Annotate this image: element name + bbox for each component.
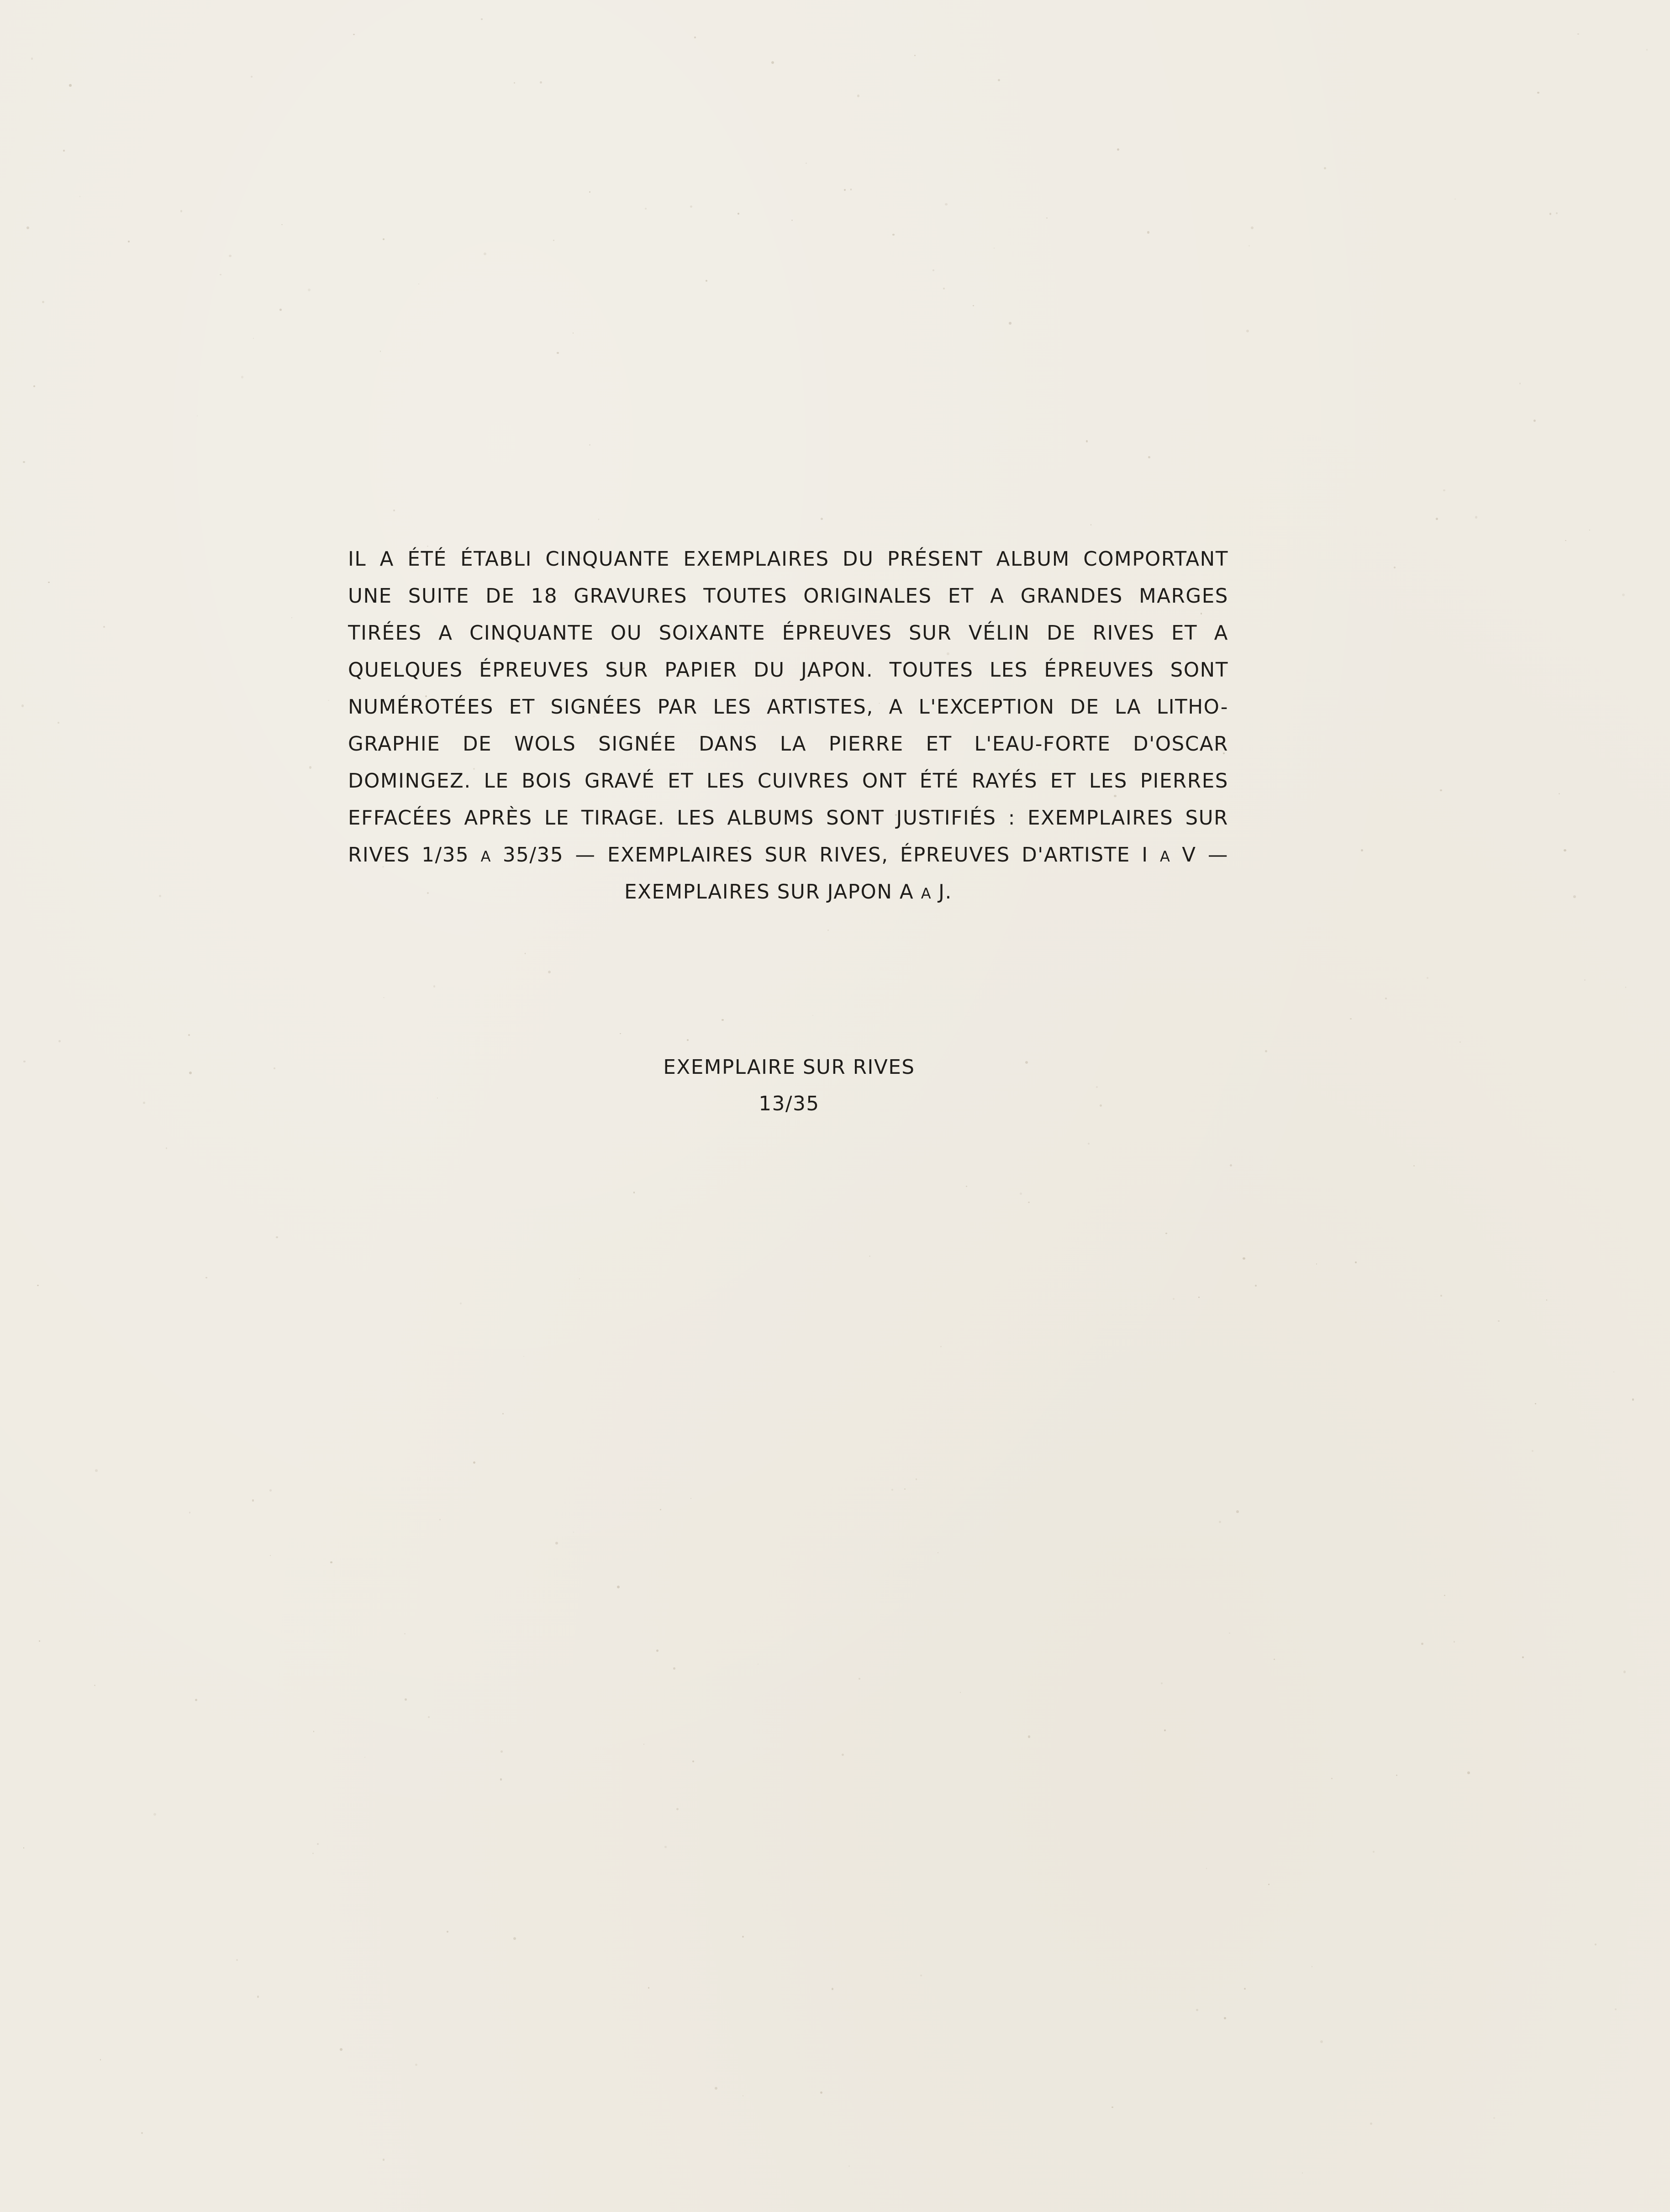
paper-speckle: [573, 332, 574, 333]
paper-speckle: [1249, 245, 1250, 247]
paper-speckle: [848, 2165, 850, 2167]
paper-speckle: [188, 1034, 190, 1036]
paper-speckle: [500, 1778, 502, 1780]
paper-speckle: [687, 1039, 689, 1041]
paper-speckle: [364, 1757, 365, 1758]
paper-speckle: [405, 1698, 407, 1701]
paper-speckle: [473, 1461, 475, 1464]
paper-speckle: [103, 626, 105, 628]
paper-speckle: [1246, 330, 1249, 332]
justification-line: UNE SUITE DE 18 GRAVURES TOUTES ORIGINALES ET A GRANDES MARGES: [348, 585, 1228, 608]
paper-speckle: [891, 1489, 893, 1491]
paper-speckle: [715, 2087, 717, 2090]
paper-speckle: [58, 1040, 61, 1042]
paper-speckle: [1613, 1371, 1614, 1372]
line-fragment: 35/35 — EXEMPLAIRES SUR RIVES, ÉPREUVES D'ARTISTE I: [502, 844, 1148, 867]
paper-speckle: [525, 953, 526, 954]
paper-speckle: [540, 81, 542, 84]
paper-speckle: [1475, 516, 1478, 519]
paper-speckle: [1331, 1778, 1333, 1779]
paper-speckle: [415, 2064, 417, 2066]
paper-speckle: [1320, 2040, 1323, 2043]
paper-speckle: [821, 518, 823, 520]
paper-speckle: [439, 1519, 441, 1520]
paper-speckle: [1573, 895, 1575, 898]
paper-speckle: [1646, 49, 1648, 50]
paper-speckle: [742, 1936, 744, 1938]
paper-speckle: [1632, 1398, 1634, 1400]
paper-speckle: [1091, 524, 1092, 525]
paper-speckle: [33, 385, 35, 387]
small-cap-a: A: [1160, 848, 1170, 865]
paper-speckle: [664, 1846, 667, 1848]
paper-speckle: [1625, 987, 1627, 988]
paper-speckle: [1467, 1771, 1470, 1774]
paper-speckle: [589, 191, 590, 193]
paper-speckle: [281, 224, 282, 225]
paper-speckle: [1454, 1641, 1455, 1642]
paper-speckle: [1565, 540, 1566, 541]
paper-speckle: [279, 309, 282, 311]
paper-speckle: [23, 461, 25, 463]
paper-speckle: [1584, 979, 1586, 981]
paper-speckle: [1164, 1729, 1166, 1731]
line-fragment: EXEMPLAIRES SUR JAPON A: [624, 881, 914, 904]
paper-speckle: [633, 1192, 635, 1193]
justification-text: [348, 541, 1228, 911]
paper-speckle: [1255, 1285, 1257, 1287]
paper-speckle: [143, 1102, 145, 1104]
paper-speckle: [166, 1147, 168, 1149]
paper-speckle: [1413, 1165, 1415, 1166]
paper-speckle: [643, 1744, 645, 1745]
paper-speckle: [1589, 530, 1591, 531]
paper-speckle: [1355, 1261, 1357, 1263]
paper-speckle: [274, 1067, 275, 1069]
paper-speckle: [857, 95, 860, 97]
paper-speckle: [1324, 167, 1327, 170]
paper-speckle: [502, 1413, 504, 1414]
paper-speckle: [95, 1469, 98, 1472]
paper-speckle: [1251, 226, 1254, 229]
paper-speckle: [589, 444, 590, 446]
paper-speckle: [1394, 567, 1396, 568]
paper-speckle: [141, 2132, 143, 2134]
paper-speckle: [1046, 217, 1048, 219]
paper-speckle: [656, 1650, 659, 1652]
paper-speckle: [1224, 2017, 1226, 2019]
paper-speckle: [1396, 1775, 1397, 1776]
paper-speckle: [869, 1256, 870, 1257]
paper-speckle: [383, 238, 385, 240]
paper-speckle: [23, 1847, 25, 1849]
paper-speckle: [1370, 2123, 1372, 2125]
small-cap-a: A: [480, 848, 491, 865]
paper-speckle: [1519, 383, 1521, 384]
paper-speckle: [220, 274, 221, 275]
paper-speckle: [1454, 199, 1455, 200]
paper-speckle: [676, 1808, 679, 1811]
paper-speckle: [914, 55, 916, 57]
paper-speckle: [966, 1186, 967, 1187]
paper-speckle: [1198, 1297, 1200, 1298]
paper-speckle: [1243, 1257, 1245, 1260]
paper-speckle: [328, 700, 329, 701]
paper-speckle: [673, 1667, 675, 1669]
paper-speckle: [690, 1498, 691, 1499]
paper-speckle: [945, 203, 948, 206]
paper-speckle: [189, 1072, 192, 1074]
paper-speckle: [1100, 1104, 1102, 1107]
paper-speckle: [460, 1303, 462, 1304]
paper-speckle: [309, 766, 311, 768]
paper-speckle: [1025, 1061, 1028, 1064]
justification-line: NUMÉROTÉES ET SIGNÉES PAR LES ARTISTES, A L'EXCEPTION DE LA LITHO-: [348, 696, 1228, 719]
paper-speckle: [523, 1356, 524, 1357]
paper-speckle: [1316, 1263, 1317, 1265]
paper-speckle: [94, 1685, 95, 1686]
paper-speckle: [791, 220, 793, 221]
paper-speckle: [620, 1033, 621, 1034]
paper-speckle: [1577, 33, 1579, 35]
paper-speckle: [1302, 2172, 1303, 2173]
paper-speckle: [37, 1285, 39, 1287]
line-fragment: RIVES 1/35: [348, 844, 469, 867]
paper-speckle: [236, 1959, 238, 1961]
paper-speckle: [1088, 1143, 1090, 1145]
paper-speckle: [484, 252, 486, 255]
line-fragment: V —: [1182, 844, 1228, 867]
paper-speckle: [648, 1987, 649, 1988]
paper-speckle: [850, 189, 852, 190]
paper-speckle: [1436, 518, 1438, 520]
paper-speckle: [832, 1988, 834, 1990]
paper-speckle: [340, 2048, 342, 2051]
paper-speckle: [694, 37, 696, 38]
paper-speckle: [153, 1813, 156, 1816]
paper-speckle: [1086, 440, 1088, 442]
paper-speckle: [555, 1542, 558, 1545]
paper-speckle: [859, 1678, 860, 1680]
paper-speckle: [1265, 1050, 1267, 1052]
paper-speckle: [308, 289, 311, 291]
paper-speckle: [39, 1640, 40, 1642]
paper-speckle: [1148, 456, 1150, 458]
paper-speckle: [500, 1750, 503, 1753]
paper-speckle: [1440, 789, 1442, 792]
paper-speckle: [481, 18, 483, 20]
paper-speckle: [1229, 1633, 1230, 1634]
paper-speckle: [205, 1277, 207, 1279]
copy-number: 13/35: [759, 1093, 820, 1115]
paper-speckle: [330, 1561, 332, 1563]
paper-speckle: [1009, 322, 1011, 325]
paper-speckle: [23, 1061, 26, 1063]
paper-speckle: [447, 1931, 448, 1933]
paper-speckle: [21, 704, 24, 707]
paper-speckle: [433, 985, 435, 987]
paper-speckle: [548, 971, 551, 973]
paper-speckle: [1373, 1851, 1375, 1853]
justification-line: QUELQUES ÉPREUVES SUR PAPIER DU JAPON. TOUTES LES ÉPREUVES SONT: [348, 659, 1228, 682]
paper-speckle: [1361, 849, 1363, 851]
paper-speckle: [998, 79, 1000, 81]
paper-speckle: [943, 288, 945, 289]
paper-speckle: [514, 82, 515, 84]
paper-speckle: [1532, 1450, 1533, 1452]
paper-speckle: [973, 305, 974, 306]
paper-speckle: [557, 352, 558, 354]
paper-speckle: [904, 1488, 906, 1490]
paper-speckle: [758, 1664, 759, 1665]
paper-speckle: [1493, 2117, 1495, 2119]
paper-speckle: [252, 1499, 254, 1501]
justification-line: DOMINGEZ. LE BOIS GRAVÉ ET LES CUIVRES ONT ÉTÉ RAYÉS ET LES PIERRES: [348, 770, 1228, 793]
paper-speckle: [79, 196, 81, 197]
paper-speckle: [69, 84, 71, 86]
paper-speckle: [404, 1633, 406, 1634]
paper-speckle: [1427, 977, 1428, 979]
paper-speckle: [916, 1478, 917, 1480]
copy-number-block: [561, 1049, 1017, 1122]
paper-speckle: [1020, 1193, 1022, 1195]
paper-speckle: [253, 338, 254, 339]
paper-speckle: [940, 1346, 942, 1347]
paper-speckle: [100, 2059, 101, 2060]
paper-speckle: [312, 1853, 314, 1854]
paper-speckle: [579, 1278, 580, 1279]
paper-speckle: [1440, 1295, 1442, 1297]
paper-speckle: [842, 1754, 844, 1756]
justification-line: TIRÉES A CINQUANTE OU SOIXANTE ÉPREUVES SUR VÉLIN DE RIVES ET A: [348, 622, 1228, 645]
paper-speckle: [428, 1716, 430, 1718]
paper-speckle: [1230, 1164, 1232, 1166]
paper-speckle: [241, 376, 243, 378]
paper-speckle: [553, 240, 554, 241]
paper-speckle: [276, 1236, 278, 1239]
paper-speckle: [1165, 1233, 1167, 1234]
paper-speckle: [1206, 1868, 1207, 1869]
paper-speckle: [706, 280, 707, 282]
paper-speckle: [1236, 1510, 1238, 1513]
paper-speckle: [738, 213, 739, 215]
paper-speckle: [383, 997, 385, 998]
paper-speckle: [722, 1019, 723, 1021]
paper-speckle: [645, 208, 647, 210]
paper-speckle: [1117, 148, 1119, 151]
paper-speckle: [1549, 213, 1552, 215]
paper-speckle: [1274, 1659, 1275, 1660]
paper-speckle: [26, 226, 29, 229]
paper-speckle: [1533, 420, 1536, 422]
paper-speckle: [1196, 2009, 1198, 2011]
paper-speckle: [1219, 1521, 1221, 1523]
paper-speckle: [353, 34, 354, 35]
paper-speckle: [1385, 998, 1387, 999]
paper-speckle: [1546, 1299, 1548, 1301]
paper-speckle: [159, 895, 161, 897]
paper-speckle: [692, 1760, 694, 1762]
paper-speckle: [1595, 1944, 1596, 1945]
paper-speckle: [617, 1586, 620, 1588]
paper-speckle: [812, 1015, 813, 1016]
paper-speckle: [1312, 1966, 1313, 1967]
paper-speckle: [1623, 1671, 1626, 1673]
paper-speckle: [690, 205, 692, 208]
paper-speckle: [1498, 1320, 1499, 1322]
justification-line: GRAPHIE DE WOLS SIGNÉE DANS LA PIERRE ET L'EAU-FORTE D'OSCAR: [348, 733, 1228, 756]
paper-speckle: [63, 150, 64, 151]
paper-speckle: [383, 2159, 385, 2161]
paper-speckle: [598, 519, 599, 520]
paper-speckle: [1537, 92, 1539, 94]
paper-speckle: [1112, 2107, 1113, 2108]
paper-speckle: [573, 1532, 574, 1533]
paper-speckle: [1443, 489, 1445, 492]
paper-speckle: [1161, 1682, 1163, 1684]
paper-speckle: [660, 1509, 661, 1510]
paper-speckle: [1444, 1595, 1446, 1597]
paper-speckle: [1459, 1041, 1461, 1043]
paper-speckle: [1615, 2008, 1617, 2010]
justification-line: [348, 837, 1228, 874]
justification-line: EFFACÉES APRÈS LE TIRAGE. LES ALBUMS SONT JUSTIFIÉS : EXEMPLAIRES SUR: [348, 807, 1228, 830]
paper-speckle: [180, 210, 182, 212]
paper-speckle: [1556, 212, 1558, 214]
paper-speckle: [771, 61, 774, 64]
paper-speckle: [189, 1512, 190, 1513]
justification-line: [348, 874, 1228, 911]
edition-label: EXEMPLAIRE SUR RIVES: [663, 1056, 915, 1079]
paper-speckle: [1028, 1735, 1031, 1738]
paper-speckle: [251, 76, 253, 78]
paper-speckle: [1147, 231, 1149, 233]
paper-speckle: [932, 269, 934, 271]
paper-speckle: [257, 1996, 259, 1998]
paper-speckle: [1564, 849, 1566, 852]
paper-speckle: [393, 510, 395, 511]
paper-speckle: [844, 189, 846, 191]
paper-speckle: [229, 255, 232, 257]
paper-speckle: [920, 1975, 922, 1976]
paper-speckle: [317, 1843, 319, 1845]
paper-speckle: [806, 163, 807, 164]
paper-speckle: [128, 241, 130, 242]
paper-speckle: [270, 1555, 271, 1556]
paper-speckle: [994, 247, 995, 249]
paper-speckle: [820, 2091, 822, 2094]
paper-speckle: [269, 1489, 272, 1492]
paper-speckle: [1522, 1656, 1524, 1658]
paper-speckle: [31, 58, 33, 60]
paper-speckle: [1244, 1988, 1246, 1990]
paper-speckle: [1173, 1298, 1175, 1300]
paper-speckle: [1028, 1202, 1029, 1203]
paper-speckle: [313, 1731, 315, 1732]
paper-speckle: [197, 415, 198, 416]
paper-speckle: [1559, 793, 1560, 794]
paper-speckle: [892, 234, 895, 236]
justification-line: IL A ÉTÉ ÉTABLI CINQUANTE EXEMPLAIRES DU PRÉSENT ALBUM COMPORTANT: [348, 548, 1228, 571]
paper-speckle: [1421, 1643, 1424, 1645]
paper-speckle: [1268, 1884, 1270, 1885]
paper-speckle: [1535, 1403, 1536, 1404]
paper-speckle: [291, 617, 293, 619]
small-cap-a: A: [921, 885, 932, 902]
paper-speckle: [58, 722, 59, 724]
paper-speckle: [1622, 594, 1625, 596]
paper-speckle: [42, 301, 44, 303]
paper-speckle: [1350, 1018, 1351, 1019]
paper-speckle: [380, 351, 381, 352]
paper-speckle: [513, 1937, 516, 1940]
paper-speckle: [1096, 1086, 1098, 1088]
paper-speckle: [48, 582, 49, 583]
paper-speckle: [195, 1699, 197, 1701]
paper-speckle: [960, 1692, 961, 1693]
line-fragment: J.: [938, 881, 952, 904]
